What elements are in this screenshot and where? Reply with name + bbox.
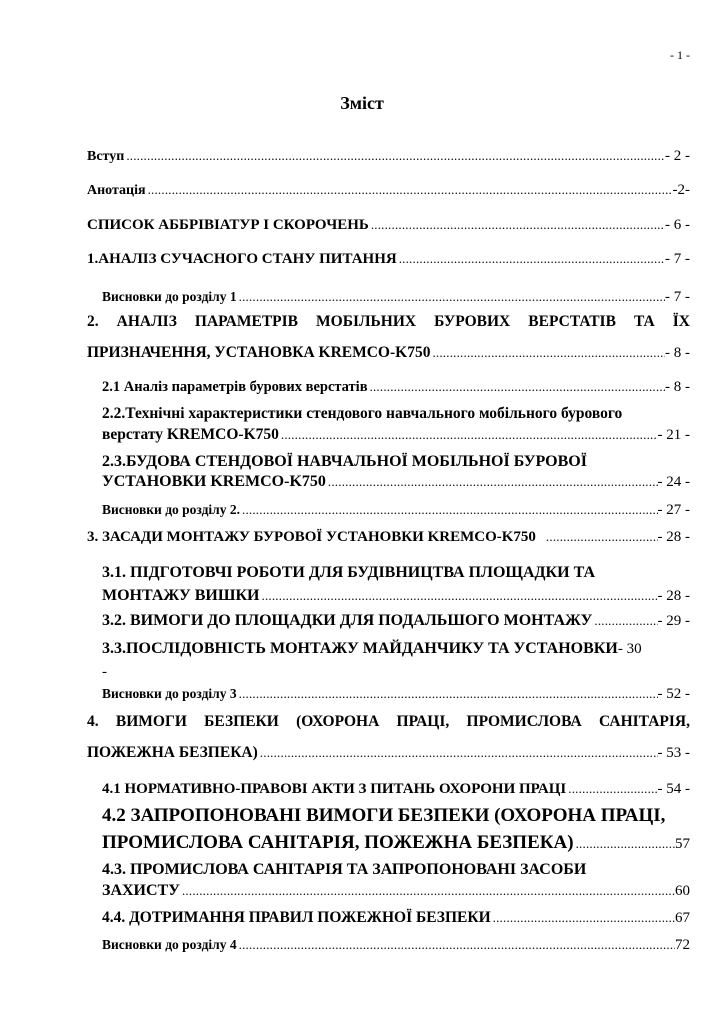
toc-entry-label: СПИСОК АББРІВІАТУР І СКОРОЧЕНЬ: [87, 217, 369, 233]
toc-entry-section-4-1[interactable]: [102, 779, 690, 799]
toc-entry-label: 3. ЗАСАДИ МОНТАЖУ БУРОВОЇ УСТАНОВКИ KREMCO-K750: [87, 529, 536, 545]
dot-leader: [262, 586, 658, 606]
toc-entry-label: 4.4. ДОТРИМАННЯ ПРАВИЛ ПОЖЕЖНОЇ БЕЗПЕКИ: [102, 909, 491, 926]
toc-title: Зміст: [340, 93, 384, 113]
toc-entry-section-2-3-line1[interactable]: 2.3.БУДОВА СТЕНДОВОЇ НАВЧАЛЬНОЇ МОБІЛЬНОЇ БУРОВОЇ: [102, 453, 587, 470]
toc-entry-chapter-2-line1[interactable]: 2. АНАЛІЗ ПАРАМЕТРІВ МОБІЛЬНИХ БУРОВИХ ВЕРСТАТІВ ТА ЇХ: [87, 313, 690, 330]
toc-entry-page: - 28 -: [657, 529, 690, 545]
toc-entry-label: ПРОМИСЛОВА САНІТАРІЯ, ПОЖЕЖНА БЕЗПЕКА): [102, 832, 574, 853]
toc-entry-page-continuation: -: [102, 664, 107, 680]
toc-entry-section-3-1[interactable]: [102, 586, 690, 606]
toc-entry-chapter-4[interactable]: [87, 743, 690, 763]
toc-entry-page: - 27 -: [657, 502, 690, 518]
toc-entry-label: 3.2. ВИМОГИ ДО ПЛОЩАДКИ ДЛЯ ПОДАЛЬШОГО МОНТАЖУ: [102, 612, 593, 629]
toc-entry-chapter-2[interactable]: [87, 343, 690, 363]
dot-leader: [546, 527, 658, 547]
toc-entry-section-2-2[interactable]: [102, 425, 690, 445]
dot-leader: [576, 833, 675, 855]
toc-entry-page: -2-: [672, 182, 690, 198]
toc-entry-page: - 8 -: [665, 345, 690, 361]
toc-entry-section-4-2-line1[interactable]: 4.2 ЗАПРОПОНОВАНІ ВИМОГИ БЕЗПЕКИ (ОХОРОНА ПРАЦІ,: [102, 805, 666, 826]
toc-entry-introduction[interactable]: [87, 146, 690, 166]
toc-entry-label: Висновки до розділу 4: [102, 937, 237, 952]
toc-entry-label: Вступ: [87, 149, 125, 164]
toc-entry-page: - 24 -: [657, 474, 690, 490]
toc-entry-section-3-1-line1[interactable]: 3.1. ПІДГОТОВЧІ РОБОТИ ДЛЯ БУДІВНИЦТВА ПЛОЩАДКИ ТА: [102, 564, 595, 581]
dot-leader: [182, 881, 675, 901]
toc-entry-label: ПОЖЕЖНА БЕЗПЕКА): [87, 744, 258, 761]
toc-entry-label: Висновки до розділу 2.: [102, 502, 240, 517]
toc-entry-label: Висновки до розділу 1: [102, 289, 237, 304]
toc-entry-page: - 6 -: [665, 217, 690, 233]
toc-entry-page: - 53 -: [657, 745, 690, 761]
toc-entry-page: 60: [675, 883, 690, 899]
toc-entry-page: 72: [675, 937, 690, 953]
toc-entry-conclusions-3[interactable]: [102, 684, 690, 704]
toc-entry-page: - 29 -: [657, 613, 690, 629]
toc-entry-chapter-3[interactable]: [87, 527, 690, 547]
toc-entry-section-3-3-continuation: [102, 662, 690, 682]
toc-entry-section-4-2[interactable]: [102, 832, 690, 854]
toc-entry-page: - 7 -: [665, 289, 690, 305]
toc-entry-annotation[interactable]: [87, 180, 690, 200]
toc-entry-page: - 2 -: [665, 148, 690, 164]
toc-entry-page: - 7 -: [665, 251, 690, 267]
toc-entry-section-4-3-line1[interactable]: 4.3. ПРОМИСЛОВА САНІТАРІЯ ТА ЗАПРОПОНОВАНІ ЗАСОБИ: [102, 861, 587, 878]
dot-leader: [260, 743, 658, 763]
toc-entry-label: 2.1 Аналіз параметрів бурових верстатів: [102, 379, 368, 395]
dot-leader: [148, 180, 673, 200]
dot-leader: [242, 500, 658, 520]
dot-leader: [371, 215, 665, 235]
toc-entry-page: - 30: [617, 641, 642, 657]
dot-leader: [281, 425, 658, 445]
toc-entry-conclusions-2[interactable]: [102, 500, 690, 520]
dot-leader: [126, 146, 665, 166]
dot-leader: [432, 343, 665, 363]
toc-entry-section-2-2-line1[interactable]: 2.2.Технічні характеристики стендового навчального мобільного бурового: [102, 405, 623, 422]
toc-entry-label: Анотація: [87, 183, 146, 198]
toc-entry-conclusions-1[interactable]: [102, 287, 690, 307]
toc-entry-page: 57: [675, 836, 690, 852]
dot-leader: [568, 779, 657, 799]
dot-leader: [594, 611, 657, 631]
toc-entry-page: - 28 -: [657, 588, 690, 604]
toc-entry-label: УСТАНОВКИ KREMCO-K750: [102, 473, 326, 490]
dot-leader: [399, 249, 665, 269]
toc-entry-page: - 52 -: [657, 686, 690, 702]
toc-entry-label: МОНТАЖУ ВИШКИ: [102, 587, 260, 604]
dot-leader: [493, 908, 675, 928]
toc-entry-label: 4.1 НОРМАТИВНО-ПРАВОВІ АКТИ З ПИТАНЬ ОХОРОНИ ПРАЦІ: [102, 781, 567, 797]
toc-entry-label: 3.3.ПОСЛІДОВНІСТЬ МОНТАЖУ МАЙДАНЧИКУ ТА УСТАНОВКИ: [102, 640, 618, 657]
dot-leader: [239, 935, 675, 955]
toc-entry-chapter-1[interactable]: [87, 249, 690, 269]
toc-entry-page: 67: [675, 910, 690, 926]
dot-leader: [239, 684, 658, 704]
toc-entry-section-2-3[interactable]: [102, 472, 690, 492]
toc-entry-label: 1.АНАЛІЗ СУЧАСНОГО СТАНУ ПИТАННЯ: [87, 251, 397, 267]
toc-entry-label: верстату KREMCO-K750: [102, 426, 279, 443]
toc-entry-page: - 8 -: [665, 379, 690, 395]
toc-entry-conclusions-4[interactable]: [102, 935, 690, 955]
toc-entry-section-2-1[interactable]: [102, 377, 690, 397]
toc-entry-section-3-3[interactable]: [102, 639, 690, 659]
toc-entry-abbreviations[interactable]: [87, 215, 690, 235]
dot-leader: [239, 287, 665, 307]
dot-leader: [328, 472, 658, 492]
toc-entry-label: ЗАХИСТУ: [102, 882, 180, 899]
dot-leader: [370, 377, 665, 397]
toc-entry-page: - 21 -: [657, 427, 690, 443]
toc-entry-chapter-4-line1[interactable]: 4. ВИМОГИ БЕЗПЕКИ (ОХОРОНА ПРАЦІ, ПРОМИСЛОВА САНІТАРІЯ,: [87, 713, 690, 730]
toc-entry-page: - 54 -: [657, 781, 690, 797]
toc-entry-section-4-3[interactable]: [102, 881, 690, 901]
toc-entry-section-3-2[interactable]: [102, 611, 690, 631]
toc-entry-label: Висновки до розділу 3: [102, 686, 237, 701]
toc-entry-label: ПРИЗНАЧЕННЯ, УСТАНОВКА KREMCO-K750: [87, 344, 431, 361]
page-number: - 1 -: [670, 48, 690, 62]
toc-entry-section-4-4[interactable]: [102, 908, 690, 928]
